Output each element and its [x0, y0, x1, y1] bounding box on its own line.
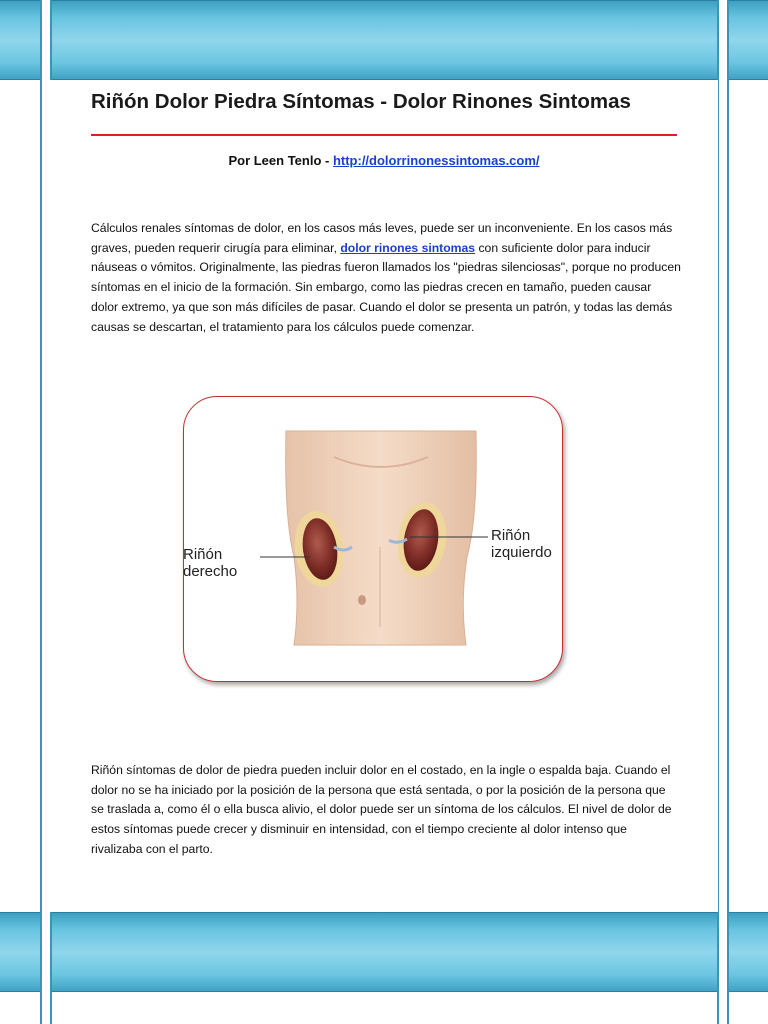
paragraph-intro-text-2: con suficiente dolor para inducir náuseas o vómitos. Originalmente, las piedras fueron llamados los "piedras silenciosas", porque no producen síntomas en el inicio de la formación. Sin embargo, como las piedras crecen en tamaño, pueden causar dolor extremo, ya que son más difíciles de pasar. Cuando el dolor se presenta un patrón, y todas las demás causas se descartan, el tratamiento para los cálculos puede comenzar. [91, 240, 681, 334]
header-band-left [0, 0, 40, 80]
dolor-rinones-link[interactable]: dolor rinones sintomas [340, 240, 476, 255]
right-kidney-label-line1: Riñón [183, 546, 223, 563]
right-kidney-label [183, 546, 237, 580]
left-kidney-label-line1: Riñón [491, 527, 531, 544]
title-divider [91, 134, 677, 136]
navel [358, 595, 366, 605]
right-kidney-label-line2: derecho [183, 563, 238, 580]
left-kidney-label-line2: izquierdo [491, 544, 552, 561]
left-kidney-label [491, 527, 552, 561]
header-band-right [728, 0, 768, 80]
header-band [50, 0, 718, 80]
byline-prefix: Por Leen Tenlo - [228, 153, 333, 168]
footer-band-left [0, 912, 40, 992]
paragraph-symptoms: Riñón síntomas de dolor de piedra pueden incluir dolor en el costado, en la ingle o espalda baja. Cuando el dolor no se ha iniciado por la posición de la persona que está sentada, o por la posición de la persona que se traslada a, como él o ella busca alivio, el dolor puede ser un síntoma de los cálculos. El nivel de dolor de estos síntomas puede crecer y disminuir en intensidad, con el tiempo creciente al dolor intenso que rivalizaba con el parto. [91, 763, 672, 856]
footer-band-right [728, 912, 768, 992]
website-link[interactable]: http://dolorrinonessintomas.com/ [332, 153, 540, 168]
document-title: Riñón Dolor Piedra Síntomas - Dolor Rinones Sintomas [91, 90, 631, 113]
paragraph-intro-text-1: Cálculos renales síntomas de dolor, en los casos más leves, puede ser un inconveniente. En los casos más graves, pueden requerir cirugía para eliminar, [91, 221, 673, 255]
footer-band [50, 912, 718, 992]
paragraph-intro [91, 219, 681, 337]
byline [0, 153, 768, 168]
